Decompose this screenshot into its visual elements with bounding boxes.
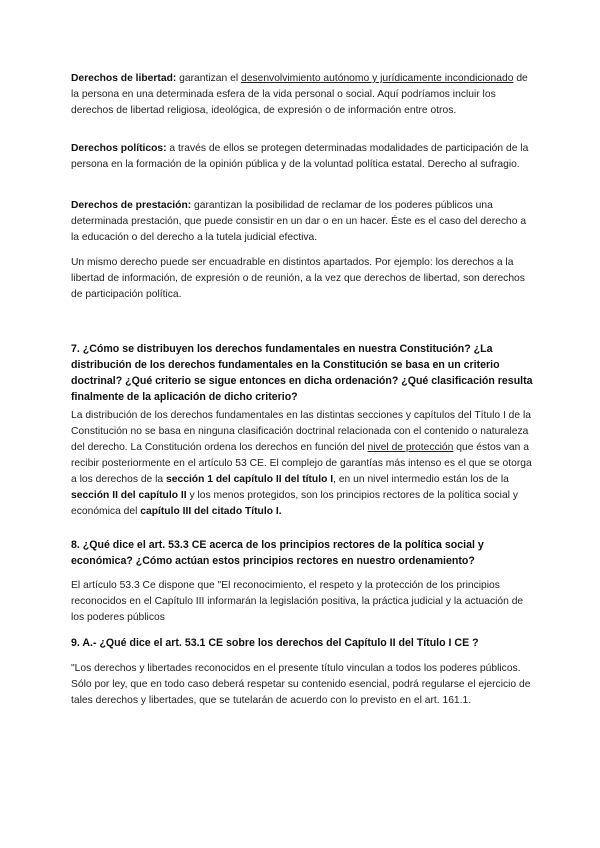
- paragraph-derechos-politicos: Derechos políticos: a través de ellos se protegen determinadas modalidades de participación de la persona en la formación de la opinión pública y de la voluntad política estatal. Derecho al sufragio.: [71, 143, 529, 170]
- paragraph-derechos-libertad: Derechos de libertad: garantizan el desenvolvimiento autónomo y jurídicamente incondicionado de la persona en una determinada esfera de la vida personal o social. Aquí podríamos incluir los derechos de libertad religiosa, ideológica, de expresión o de información entre otros.: [71, 73, 528, 116]
- underlined-phrase: nivel de protección: [367, 442, 454, 453]
- answer-7: La distribución de los derechos fundamentales en las distintas secciones y capítulos del Título I de la Constitución no se basa en ninguna clasificación doctrinal relacionada con el contenido o naturaleza del derecho. La Constitución ordena los derechos en función del nivel de protección que éstos van a recibir posteriormente en el artículo 53 CE. El complejo de garantías más intenso es el que se otorga a los derechos de la sección 1 del capítulo II del título I, en un nivel intermedio están los de la sección II del capítulo II y los menos protegidos, son los principios rectores de la política social y económica del capítulo III del citado Título I.: [71, 410, 532, 517]
- question-7: 7. ¿Cómo se distribuyen los derechos fundamentales en nuestra Constitución? ¿La distribución de los derechos fundamentales en la Constitución se basa en un criterio doctrinal? ¿Qué criterio se sigue entonces en dicha ordenación? ¿Qué clasificación resulta finalmente de la aplicación de dicho criterio?: [71, 343, 533, 403]
- answer-8: El artículo 53.3 Ce dispone que "El reconocimiento, el respeto y la protección de los principios reconocidos en el Capítulo III informarán la legislación positiva, la práctica judicial y la actuación de los poderes públicos: [71, 580, 524, 623]
- underlined-phrase: desenvolvimiento autónomo y jurídicamente incondicionado: [240, 73, 514, 84]
- term-derechos-libertad: Derechos de libertad:: [71, 73, 177, 84]
- question-9: 9. A.- ¿Qué dice el art. 53.1 CE sobre los derechos del Capítulo II del Título I CE ?: [71, 637, 479, 649]
- question-8: 8. ¿Qué dice el art. 53.3 CE acerca de los principios rectores de la política social y económica? ¿Cómo actúan estos principios rectores en nuestro ordenamiento?: [71, 539, 484, 567]
- paragraph-derechos-prestacion: Derechos de prestación: garantizan la posibilidad de reclamar de los poderes públicos una determinada prestación, que puede consistir en un dar o en un hacer. Éste es el caso del derecho a la educación o del derecho a la tutela judicial efectiva.: [71, 200, 527, 243]
- paragraph-mismo-derecho: Un mismo derecho puede ser encuadrable en distintos apartados. Por ejemplo: los derechos a la libertad de información, de expresión o de reunión, a la vez que derechos de libertad, son derechos de participación política.: [71, 257, 525, 300]
- answer-9: "Los derechos y libertades reconocidos en el presente título vinculan a todos los poderes públicos. Sólo por ley, que en todo caso deberá respetar su contenido esencial, podrá regularse el ejercicio de tales derechos y libertades, que se tutelarán de acuerdo con lo previsto en el art. 161.1.: [71, 663, 531, 706]
- term-derechos-prestacion: Derechos de prestación:: [71, 200, 192, 211]
- term-derechos-politicos: Derechos políticos:: [71, 143, 167, 154]
